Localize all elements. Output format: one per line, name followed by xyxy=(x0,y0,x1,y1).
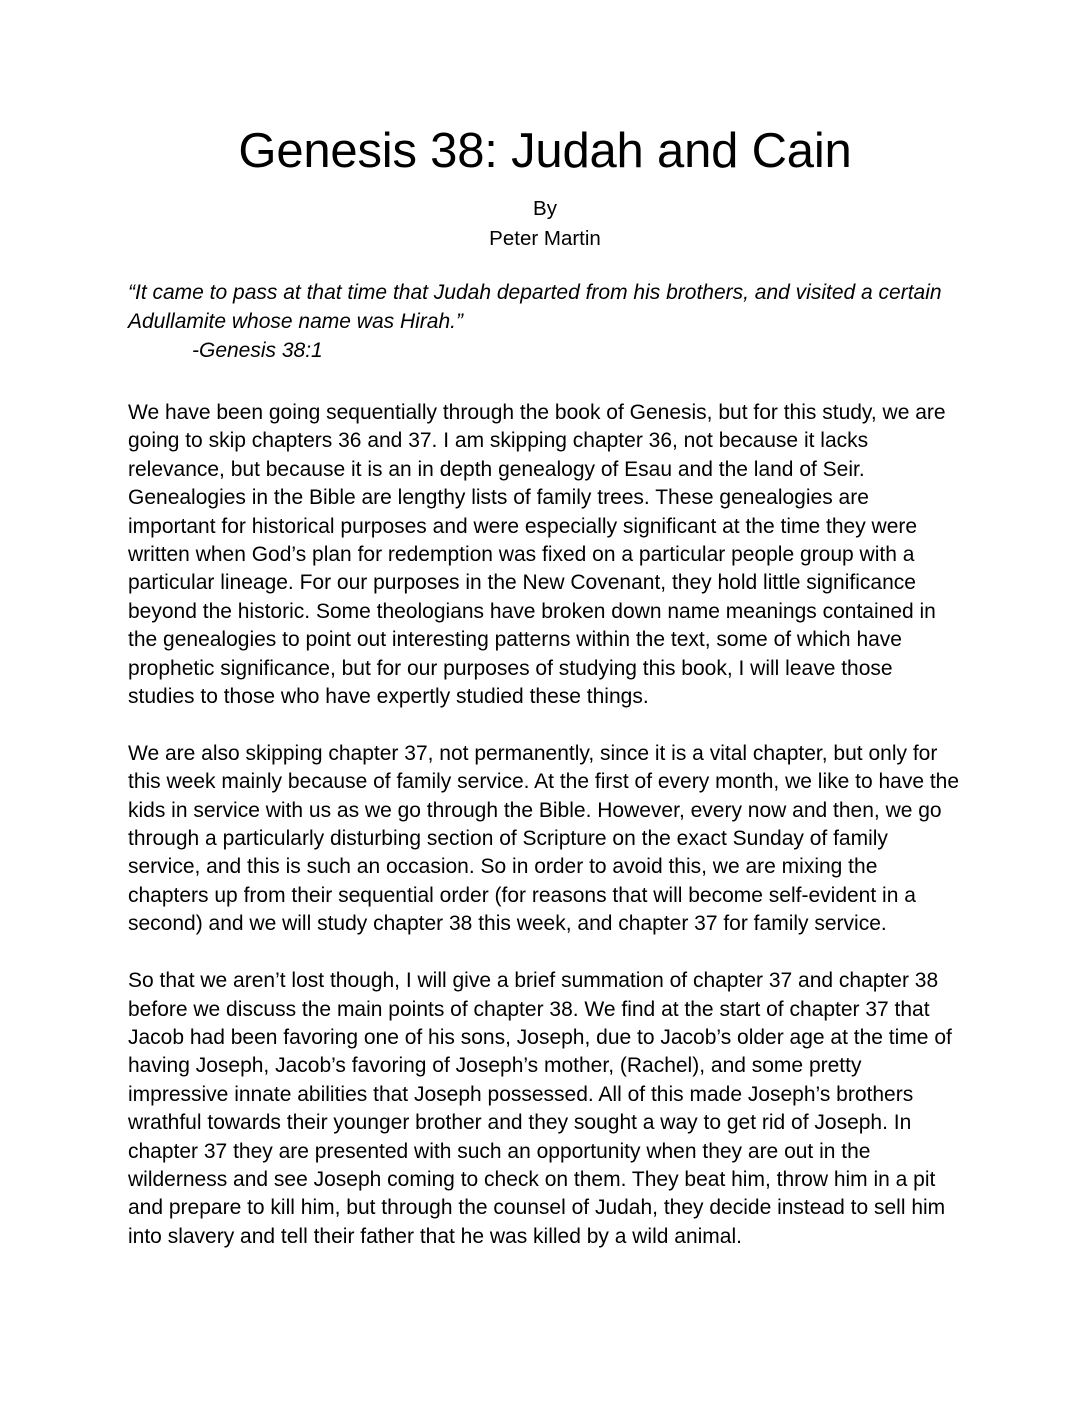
body-paragraph: We have been going sequentially through the book of Genesis, but for this study, we are going to skip chapters 36 and 37. I am skipping chapter 36, not because it lacks relevance, but because it is an in depth genealogy of Esau and the land of Seir. Genealogies in the Bible are lengthy lists of family trees. These genealogies are important for historical purposes and were especially significant at the time they were written when God’s plan for redemption was fixed on a particular people group with a particular lineage. For our purposes in the New Covenant, they hold little significance beyond the historic. Some theologians have broken down name meanings contained in the genealogies to point out interesting patterns within the text, some of which have prophetic significance, but for our purposes of studying this book, I will leave those studies to those who have expertly studied these things. xyxy=(128,401,946,709)
document-content xyxy=(128,0,962,1251)
author-name: Peter Martin xyxy=(489,227,601,250)
epigraph-quote: “It came to pass at that time that Judah departed from his brothers, and visited a certain Adullamite whose name was Hirah.” xyxy=(128,281,942,333)
epigraph-citation: -Genesis 38:1 xyxy=(192,339,323,362)
byline-label: By xyxy=(533,197,557,220)
body-paragraph: So that we aren’t lost though, I will give a brief summation of chapter 37 and chapter 38 before we discuss the main points of chapter 38. We find at the start of chapter 37 that Jacob had been favoring one of his sons, Joseph, due to Jacob’s older age at the time of having Joseph, Jacob’s favoring of Joseph’s mother, (Rachel), and some pretty impressive innate abilities that Joseph possessed. All of this made Joseph’s brothers wrathful towards their younger brother and they sought a way to get rid of Joseph. In chapter 37 they are presented with such an opportunity when they are out in the wilderness and see Joseph coming to check on them. They beat him, throw him in a pit and prepare to kill him, but through the counsel of Judah, they decide instead to sell him into slavery and tell their father that he was killed by a wild animal. xyxy=(128,969,952,1248)
page-title: Genesis 38: Judah and Cain xyxy=(238,124,852,178)
body-paragraph: We are also skipping chapter 37, not permanently, since it is a vital chapter, but only for this week mainly because of family service. At the first of every month, we like to have the kids in service with us as we go through the Bible. However, every now and then, we go through a particularly disturbing section of Scripture on the exact Sunday of family service, and this is such an occasion. So in order to avoid this, we are mixing the chapters up from their sequential order (for reasons that will become self-evident in a second) and we will study chapter 38 this week, and chapter 37 for family service. xyxy=(128,741,960,936)
paragraph-spacer xyxy=(128,939,962,967)
paragraph-spacer xyxy=(128,711,962,739)
byline xyxy=(128,194,962,254)
